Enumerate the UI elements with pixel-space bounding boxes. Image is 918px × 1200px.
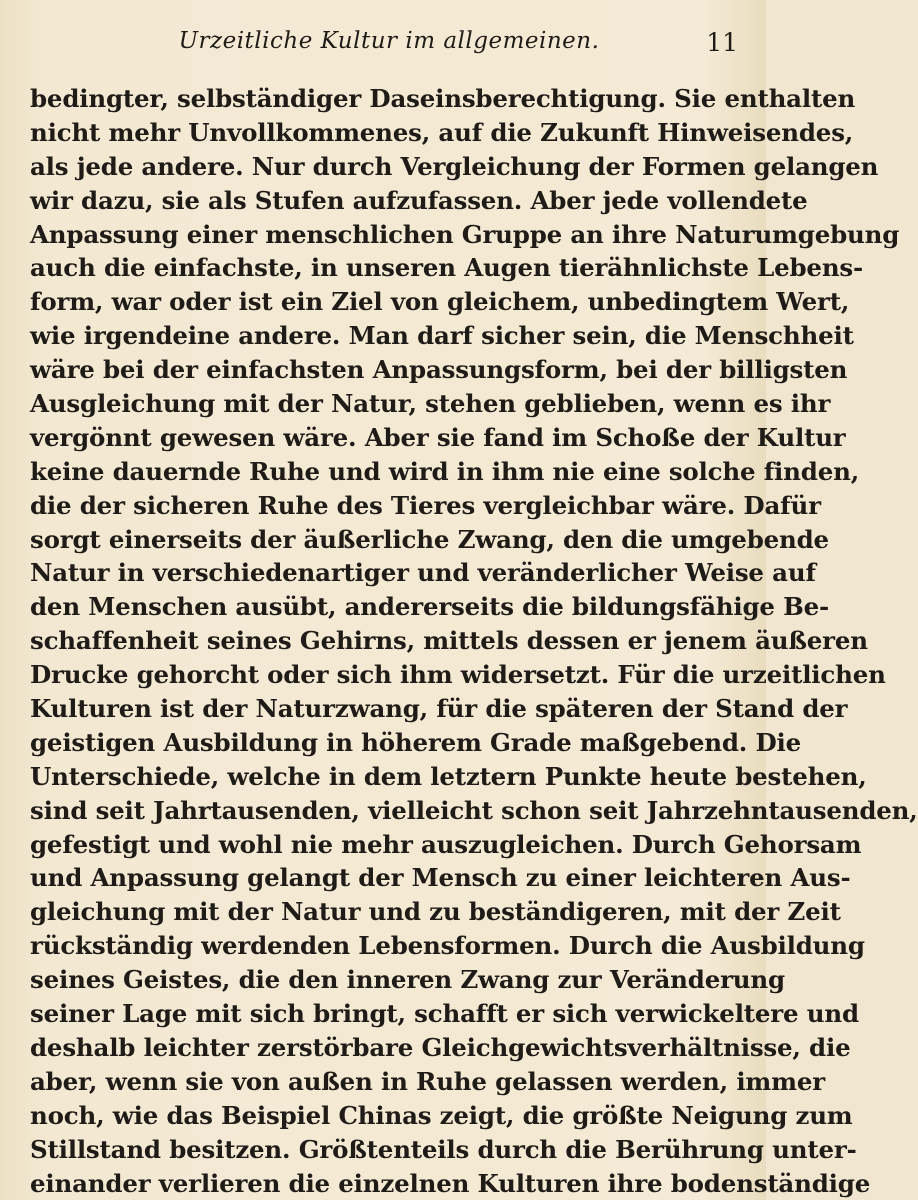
text-line: Stillstand besitzen. Größtenteils durch die Berührung unter-	[30, 1134, 857, 1164]
text-line: sind seit Jahrtausenden, vielleicht schon seit Jahrzehntausenden,	[30, 795, 918, 825]
text-line: gefestigt und wohl nie mehr auszugleichen. Durch Gehorsam	[30, 829, 862, 859]
text-line: wir dazu, sie als Stufen aufzufassen. Aber jede vollendete	[30, 185, 808, 215]
body-text	[30, 82, 918, 1200]
text-line: keine dauernde Ruhe und wird in ihm nie eine solche finden,	[30, 456, 860, 486]
text-line: den Menschen ausübt, andererseits die bildungsfähige Be-	[30, 592, 829, 622]
text-line: und Anpassung gelangt der Mensch zu einer leichteren Aus-	[30, 863, 851, 893]
text-line: aber, wenn sie von außen in Ruhe gelassen werden, immer	[30, 1066, 825, 1096]
text-line: einander verlieren die einzelnen Kulturen ihre bodenständige	[30, 1168, 871, 1198]
text-line: als jede andere. Nur durch Vergleichung der Formen gelangen	[30, 151, 879, 181]
running-title: Urzeitliche Kultur im allgemeinen.	[178, 28, 600, 54]
text-line: bedingter, selbständiger Daseinsberechtigung. Sie enthalten	[30, 84, 856, 113]
text-line: seines Geistes, die den inneren Zwang zur Veränderung	[30, 965, 785, 995]
text-line: Unterschiede, welche in dem letztern Punkte heute bestehen,	[30, 761, 867, 791]
text-line: wie irgendeine andere. Man darf sicher sein, die Menschheit	[30, 321, 854, 351]
text-line: die der sicheren Ruhe des Tieres vergleichbar wäre. Dafür	[30, 490, 821, 520]
text-line: schaffenheit seines Gehirns, mittels dessen er jenem äußeren	[30, 626, 868, 656]
text-line: auch die einfachste, in unseren Augen tierähnlichste Lebens-	[30, 253, 863, 283]
text-line: Ausgleichung mit der Natur, stehen geblieben, wenn es ihr	[30, 389, 831, 419]
text-line: noch, wie das Beispiel Chinas zeigt, die größte Neigung zum	[30, 1100, 853, 1130]
text-line: Anpassung einer menschlichen Gruppe an ihre Naturumgebung	[30, 219, 900, 249]
text-line: Drucke gehorcht oder sich ihm widersetzt. Für die urzeitlichen	[30, 660, 886, 690]
page-header	[30, 28, 748, 58]
text-line: sorgt einerseits der äußerliche Zwang, den die umgebende	[30, 524, 829, 554]
text-line: nicht mehr Unvollkommenes, auf die Zukunft Hinweisendes,	[30, 117, 854, 147]
text-line: gleichung mit der Natur und zu beständigeren, mit der Zeit	[30, 897, 841, 927]
text-line: wäre bei der einfachsten Anpassungsform, bei der billigsten	[30, 355, 848, 385]
text-line: Natur in verschiedenartiger und veränderlicher Weise auf	[30, 558, 816, 588]
text-line: deshalb leichter zerstörbare Gleichgewichtsverhältnisse, die	[30, 1032, 851, 1062]
text-line: rückständig werdenden Lebensformen. Durch die Ausbildung	[30, 931, 865, 961]
text-line: Kulturen ist der Naturzwang, für die späteren der Stand der	[30, 694, 848, 724]
text-line: seiner Lage mit sich bringt, schafft er sich verwickeltere und	[30, 999, 859, 1029]
text-line: geistigen Ausbildung in höherem Grade maßgebend. Die	[30, 727, 801, 757]
text-line: vergönnt gewesen wäre. Aber sie fand im Schoße der Kultur	[30, 422, 846, 452]
text-line: form, war oder ist ein Ziel von gleichem, unbedingtem Wert,	[30, 287, 850, 317]
page-number: 11	[706, 28, 738, 57]
